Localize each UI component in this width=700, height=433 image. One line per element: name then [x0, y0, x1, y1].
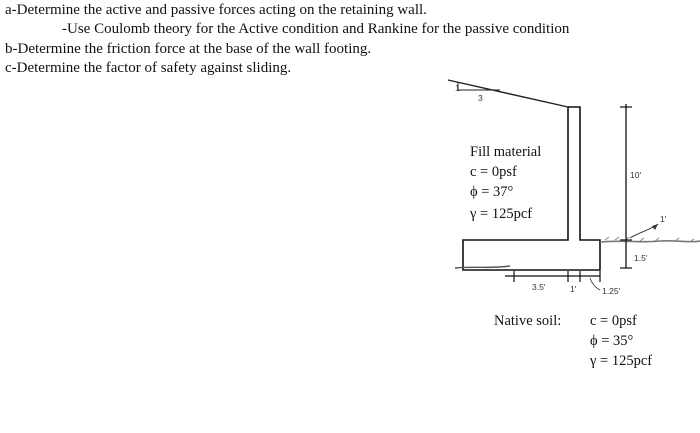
footing-thickness-label: 1.5' — [634, 253, 648, 263]
toe-length-label: 1.25' — [602, 286, 621, 296]
embed-depth-arrowhead — [652, 224, 658, 230]
question-a-note: -Use Coulomb theory for the Active condition and Rankine for the passive condition — [62, 21, 570, 37]
embed-depth-label: 1' — [660, 214, 667, 224]
slope-run-label: 3 — [478, 93, 483, 103]
fill-material-title: Fill material — [470, 144, 542, 160]
backfill-slope-line — [448, 80, 568, 107]
wall-height-label: 10' — [630, 170, 642, 180]
question-b: b-Determine the friction force at the base of the wall footing. — [5, 41, 372, 57]
stem-width-label: 1' — [570, 284, 577, 294]
heel-length-label: 3.5' — [532, 282, 546, 292]
question-a: a-Determine the active and passive forces acting on the retaining wall. — [5, 2, 427, 18]
native-soil-title: Native soil: — [494, 313, 562, 329]
toe-ground-surface — [600, 241, 700, 242]
slope-rise-label: 1 — [455, 83, 460, 93]
native-friction-angle: ϕ = 35° — [590, 333, 634, 349]
fill-unit-weight: γ = 125pcf — [470, 206, 533, 222]
question-c: c-Determine the factor of safety against sliding. — [5, 60, 292, 76]
fill-friction-angle: ϕ = 37° — [470, 184, 514, 200]
fill-cohesion: c = 0psf — [470, 164, 517, 180]
toe-dimension-leader — [590, 278, 600, 290]
native-unit-weight: γ = 125pcf — [590, 353, 653, 369]
native-cohesion: c = 0psf — [590, 313, 637, 329]
